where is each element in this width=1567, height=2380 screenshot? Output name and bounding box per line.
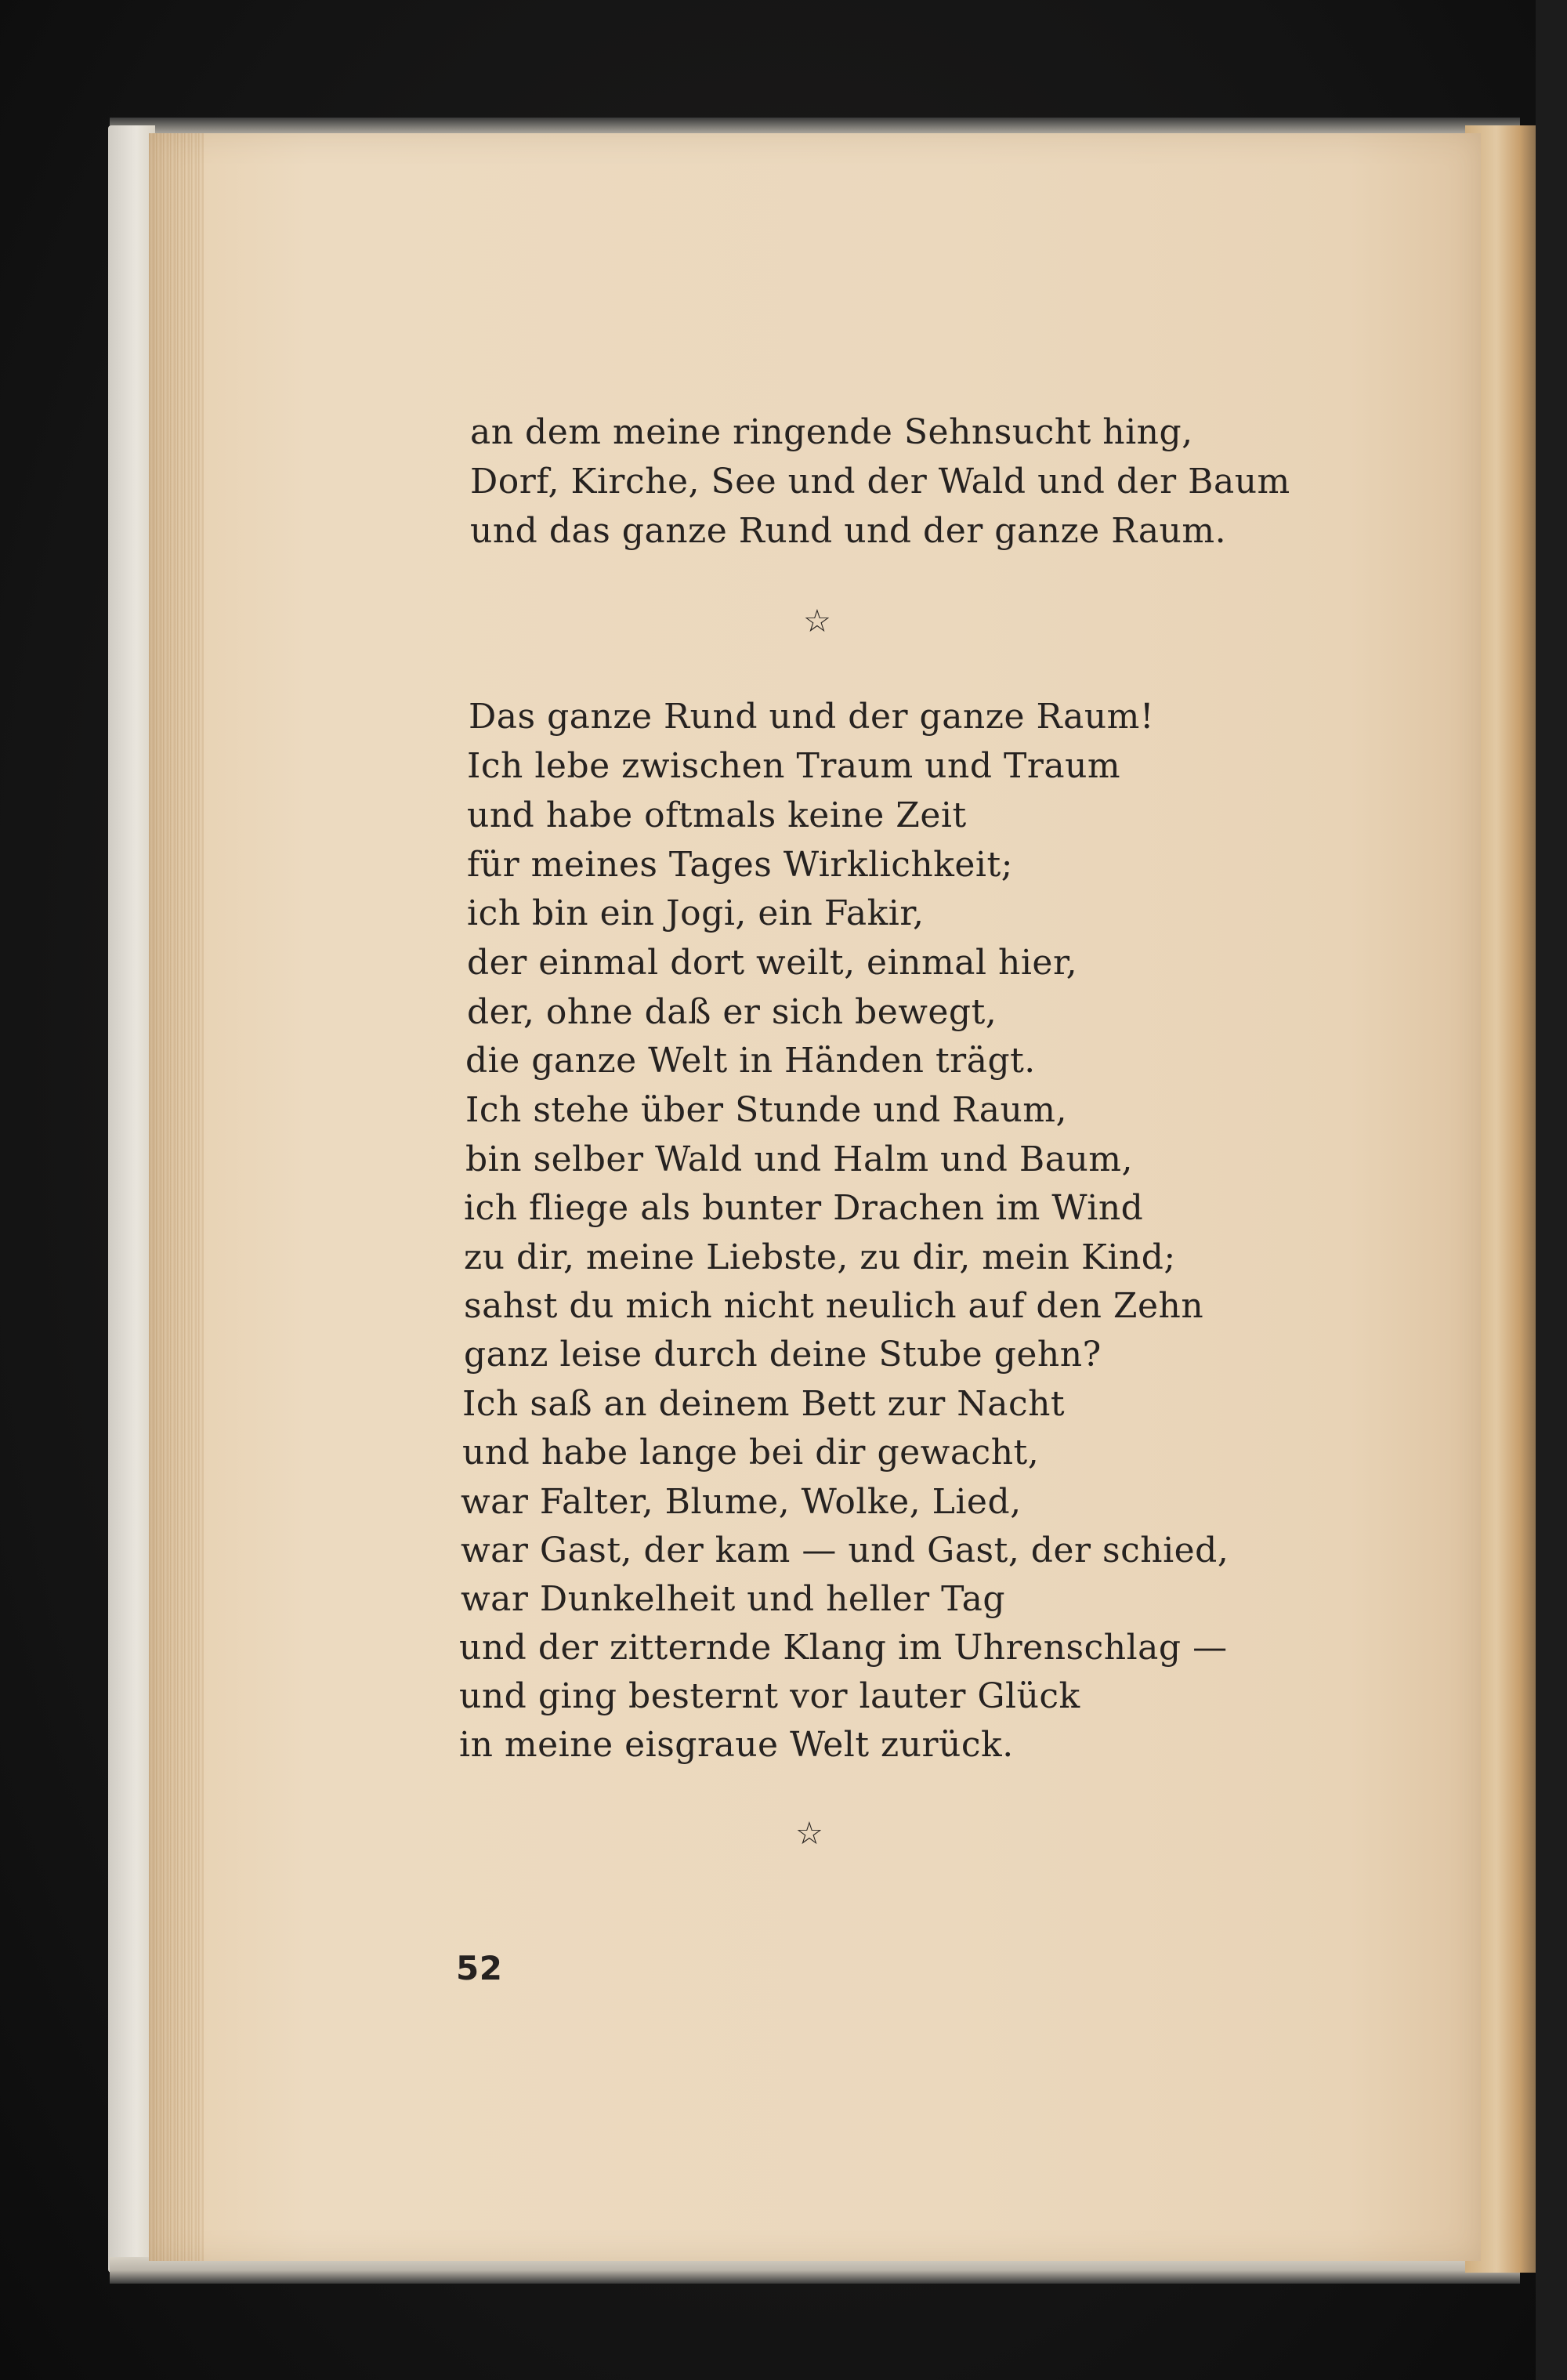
poem-line: war Gast, der kam — und Gast, der schied,: [461, 1531, 1229, 1570]
poem-line: Ich lebe zwischen Traum und Traum: [467, 746, 1121, 786]
poem-line: an dem meine ringende Sehnsucht hing,: [470, 412, 1193, 452]
poem-line: Das ganze Rund und der ganze Raum!: [469, 697, 1155, 737]
poem-line: die ganze Welt in Händen trägt.: [465, 1041, 1036, 1081]
poem-line: Ich stehe über Stunde und Raum,: [465, 1090, 1068, 1130]
poem-line: war Dunkelheit und heller Tag: [461, 1579, 1005, 1619]
poem-line: und habe oftmals keine Zeit: [467, 795, 967, 835]
cover-left-edge: [108, 125, 155, 2273]
poem-line: ich fliege als bunter Drachen im Wind: [464, 1188, 1144, 1228]
poem-line: bin selber Wald und Halm und Baum,: [465, 1139, 1133, 1179]
separator-star-icon: ☆: [795, 1816, 824, 1852]
cover-bottom-edge: [110, 2257, 1520, 2284]
poem-line: und das ganze Rund und der ganze Raum.: [470, 511, 1227, 551]
poem-line: der, ohne daß er sich bewegt,: [467, 992, 997, 1032]
poem-line: und der zitternde Klang im Uhrenschlag —: [459, 1628, 1228, 1668]
poem-line: zu dir, meine Liebste, zu dir, mein Kind;: [464, 1237, 1176, 1277]
poem-line: der einmal dort weilt, einmal hier,: [467, 943, 1078, 983]
poem-line: Dorf, Kirche, See und der Wald und der Baum: [470, 462, 1290, 502]
poem-line: und habe lange bei dir gewacht,: [462, 1433, 1040, 1473]
poem-line: ganz leise durch deine Stube gehn?: [464, 1335, 1102, 1375]
poem-line: Ich saß an deinem Bett zur Nacht: [462, 1384, 1066, 1424]
page-number: 52: [456, 1949, 503, 1987]
poem-line: ich bin ein Jogi, ein Fakir,: [467, 893, 925, 933]
poem-line: für meines Tages Wirklichkeit;: [467, 845, 1013, 885]
page-stack-edges: [149, 133, 204, 2261]
poem-line: und ging besternt vor lauter Glück: [459, 1676, 1080, 1716]
background-right: [1536, 0, 1567, 2380]
separator-star-icon: ☆: [803, 603, 832, 639]
poem-line: sahst du mich nicht neulich auf den Zehn: [464, 1286, 1204, 1326]
poem-line: war Falter, Blume, Wolke, Lied,: [461, 1482, 1022, 1522]
poem-line: in meine eisgraue Welt zurück.: [459, 1725, 1014, 1765]
